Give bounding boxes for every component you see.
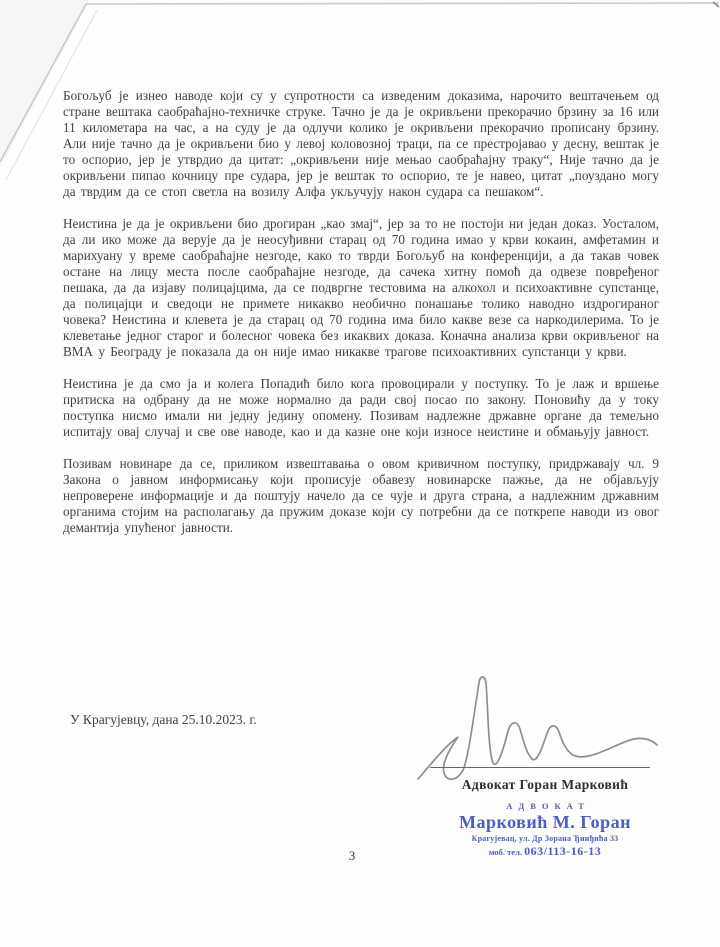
lawyer-stamp	[420, 801, 670, 859]
stamp-address: Крагујевац, ул. Др Зорана Ђинђића 33	[471, 834, 619, 843]
paragraph-drug-allegations: Неистина је да је окривљени био дрогиран „као змај“, јер за то не постоји ни један доказ. Уосталом, да ли ико може да верује да је неосуђивни старац од 70 година имао у крви кокаин, амфетамин и марихуану у време саобраћајне незгоде, како то тврди Богољуб на конференцији, а да такав човек остане на лицу места после саобраћајне незгоде, да сачека хитну помоћ да одвезе повређеног пешака, да да изјаву полицајцима, да се подвргне тестовима на алкохол и психоактивне супстанце, да полицајци и сведоци не примете никакво необично понашање толико наводно издрогираног човека? Неистина и клевета је да старац од 70 година има било какве везе са наркодилерима. То је клеветање једног старог и болесног човека без икаквих доказа. Коначна анализа крви окривљеног на ВМА у Београду је показала да он није имао никакве трагове психоактивних супстанци у крви.	[63, 216, 659, 359]
stamp-title: АДВОКАТ	[506, 801, 590, 811]
paragraph-appeal-to-journalists: Позивам новинаре да се, приликом извештавања о овом кривичном поступку, придржавају чл. 9 Закона о јавном информисању који прописује обавезу новинарске пажње, да не објављују непроверене информације и да поштују начело да се чује и друга страна, а надлежним државним органима стојим на располагању да пружим доказе који су потребни да се поткрепе наводи из овог демантија упућеног јавности.	[63, 456, 659, 535]
stamp-phone	[420, 844, 670, 859]
paragraph-provocation-denial: Неистина је да смо ја и колега Попадић било кога провоцирали у поступку. То је лаж и вршење притиска на одбрану да не може нормално да ради свој посао по закону. Поновићу да у току поступка нисмо имали ни једну једину опомену. Позивам надлежне државне органе да темељно испитају овај случај и све ове наводе, као и да казне оне који износе неистине и обмањују јавност.	[63, 376, 659, 439]
signer-typed-name: Адвокат Горан Марковић	[461, 777, 629, 792]
signature-line	[430, 767, 650, 768]
paragraph-expert-findings: Богољуб је изнео наводе који су у супротности са изведеним доказима, нарочито вештачењем од стране вештака саобраћајно-техничке струке. Тачно је да је окривљени прекорачио брзину за 16 или 11 километара на час, а на суду је да одлучи колико је окривљени прекорачио прописану брзину. Али није тачно да је окривљени био у левој коловозној траци, па се престројавао у десну, вештак је то оспорио, јер је утврдио да цитат: „окривљени није мењао саобраћајну траку“, Није тачно да је окривљени пипао кочницу пре судара, јер је вештак то оспорио, те је навео, цитат „поуздано могу да тврдим да се стоп светла на возилу Алфа укључују након судара са пешаком“.	[63, 88, 659, 199]
page-number: 3	[348, 848, 356, 863]
letter-body	[63, 88, 659, 552]
stamp-phone-number: 063/113-16-13	[524, 844, 602, 858]
stamp-phone-label: моб. тел.	[488, 847, 522, 857]
stamp-name: Марковић М. Горан	[458, 812, 632, 832]
handwritten-signature	[408, 675, 664, 787]
place-date-line: У Крагујевцу, дана 25.10.2023. г.	[70, 712, 257, 727]
